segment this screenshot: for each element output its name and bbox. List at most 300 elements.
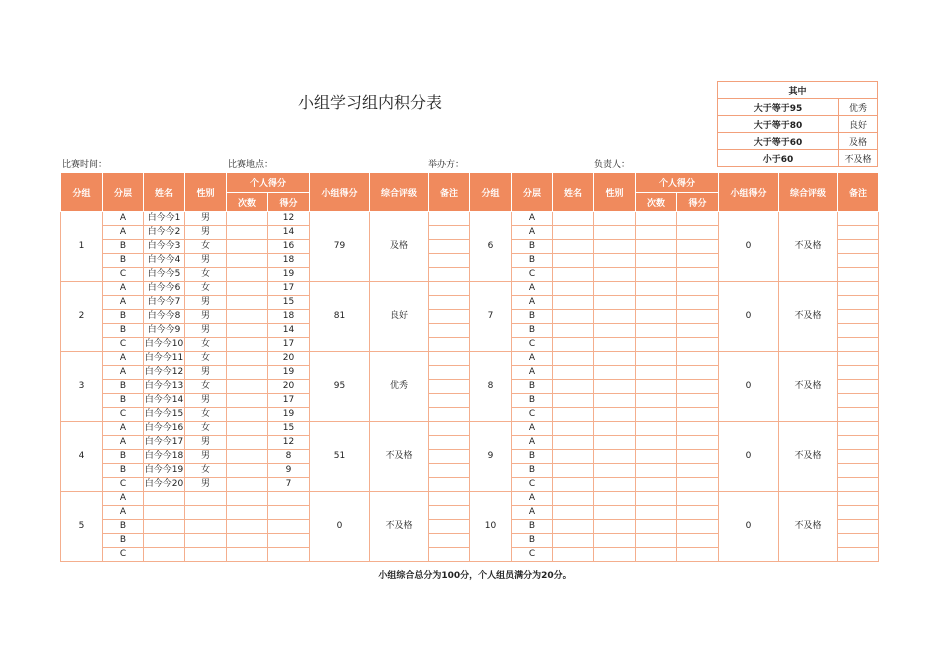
member-layer: A [103, 506, 144, 520]
member-layer: C [103, 268, 144, 282]
member-count [636, 240, 677, 254]
group-score: 79 [310, 212, 370, 282]
member-count [636, 282, 677, 296]
member-note [429, 352, 470, 366]
member-layer: A [512, 212, 553, 226]
member-note [838, 478, 879, 492]
member-name [553, 212, 594, 226]
member-count [636, 464, 677, 478]
member-note [838, 436, 879, 450]
member-gender: 女 [185, 408, 227, 422]
member-gender [185, 506, 227, 520]
member-name: 白今今4 [144, 254, 185, 268]
col-count: 次数 [636, 193, 677, 212]
member-note [838, 464, 879, 478]
member-layer: C [512, 478, 553, 492]
member-note [429, 534, 470, 548]
member-layer: A [103, 492, 144, 506]
group-rating: 良好 [370, 282, 429, 352]
member-score [677, 212, 719, 226]
group-score: 0 [719, 212, 779, 282]
col-count: 次数 [227, 193, 268, 212]
member-score [677, 380, 719, 394]
member-score [677, 464, 719, 478]
group-score: 81 [310, 282, 370, 352]
member-score [677, 282, 719, 296]
member-note [838, 212, 879, 226]
member-name [553, 380, 594, 394]
member-note [429, 436, 470, 450]
member-name: 白今今18 [144, 450, 185, 464]
member-gender [594, 338, 636, 352]
member-layer: B [512, 450, 553, 464]
member-gender: 男 [185, 254, 227, 268]
member-gender: 男 [185, 450, 227, 464]
member-name [553, 506, 594, 520]
member-layer: B [512, 534, 553, 548]
member-score [268, 548, 310, 562]
member-note [838, 394, 879, 408]
member-count [636, 324, 677, 338]
member-score [677, 422, 719, 436]
info-time: 比赛时间： [62, 160, 108, 170]
member-score: 12 [268, 436, 310, 450]
group-rating: 不及格 [779, 282, 838, 352]
member-score [677, 338, 719, 352]
member-gender [594, 282, 636, 296]
member-score: 14 [268, 226, 310, 240]
member-score [677, 534, 719, 548]
member-layer: B [512, 394, 553, 408]
member-gender [594, 324, 636, 338]
group-score: 51 [310, 422, 370, 492]
member-layer: B [103, 240, 144, 254]
group-rating: 不及格 [779, 212, 838, 282]
member-count [227, 226, 268, 240]
member-gender [594, 380, 636, 394]
member-count [227, 240, 268, 254]
member-gender [594, 352, 636, 366]
col-gender: 性别 [594, 173, 636, 212]
member-count [227, 268, 268, 282]
member-note [429, 478, 470, 492]
legend-grade: 优秀 [839, 99, 878, 116]
member-count [227, 492, 268, 506]
member-name [553, 366, 594, 380]
col-score: 得分 [268, 193, 310, 212]
legend-cond: 大于等于95 [718, 99, 839, 116]
member-score [677, 492, 719, 506]
member-count [227, 296, 268, 310]
col-note: 备注 [838, 173, 879, 212]
group-number: 4 [61, 422, 103, 492]
member-name: 白今今10 [144, 338, 185, 352]
member-layer: B [103, 254, 144, 268]
member-score [677, 296, 719, 310]
table-row [61, 212, 879, 226]
member-score: 19 [268, 408, 310, 422]
member-gender: 男 [185, 366, 227, 380]
member-name [553, 282, 594, 296]
member-name: 白今今2 [144, 226, 185, 240]
member-name [553, 352, 594, 366]
member-gender: 女 [185, 422, 227, 436]
member-score: 18 [268, 254, 310, 268]
member-gender: 女 [185, 282, 227, 296]
member-layer: B [512, 520, 553, 534]
member-score [677, 324, 719, 338]
member-score [268, 492, 310, 506]
member-note [429, 366, 470, 380]
member-count [636, 492, 677, 506]
member-note [429, 408, 470, 422]
member-score [677, 394, 719, 408]
member-note [838, 226, 879, 240]
member-name [553, 310, 594, 324]
member-name: 白今今13 [144, 380, 185, 394]
member-score: 20 [268, 380, 310, 394]
member-note [838, 548, 879, 562]
member-layer: B [512, 310, 553, 324]
col-personal: 个人得分 [636, 173, 719, 193]
member-count [227, 548, 268, 562]
col-score: 得分 [677, 193, 719, 212]
member-layer: B [512, 254, 553, 268]
member-note [838, 422, 879, 436]
member-layer: A [103, 436, 144, 450]
member-name: 白今今7 [144, 296, 185, 310]
member-note [429, 520, 470, 534]
member-name [553, 268, 594, 282]
member-gender [594, 422, 636, 436]
member-name [144, 548, 185, 562]
member-score: 16 [268, 240, 310, 254]
info-owner: 负责人： [594, 160, 631, 170]
member-layer: B [103, 520, 144, 534]
group-rating: 不及格 [779, 422, 838, 492]
member-gender [594, 492, 636, 506]
col-gender: 性别 [185, 173, 227, 212]
member-count [636, 548, 677, 562]
member-name: 白今今8 [144, 310, 185, 324]
member-layer: B [103, 394, 144, 408]
member-score [677, 506, 719, 520]
member-note [838, 296, 879, 310]
member-count [636, 436, 677, 450]
member-score [677, 478, 719, 492]
member-layer: B [512, 240, 553, 254]
member-count [227, 366, 268, 380]
col-group-score: 小组得分 [310, 173, 370, 212]
group-number: 10 [470, 492, 512, 562]
member-score: 9 [268, 464, 310, 478]
member-name: 白今今19 [144, 464, 185, 478]
member-layer: C [103, 548, 144, 562]
col-rating: 综合评级 [779, 173, 838, 212]
member-name: 白今今16 [144, 422, 185, 436]
member-note [838, 408, 879, 422]
member-note [429, 296, 470, 310]
member-count [227, 436, 268, 450]
member-layer: A [512, 226, 553, 240]
member-gender [594, 464, 636, 478]
member-name: 白今今20 [144, 478, 185, 492]
member-layer: C [512, 338, 553, 352]
member-count [227, 212, 268, 226]
member-gender [594, 268, 636, 282]
col-layer: 分层 [103, 173, 144, 212]
member-gender [594, 226, 636, 240]
member-name: 白今今12 [144, 366, 185, 380]
member-layer: B [103, 534, 144, 548]
member-layer: A [512, 282, 553, 296]
member-note [429, 394, 470, 408]
member-name: 白今今15 [144, 408, 185, 422]
member-note [838, 352, 879, 366]
member-gender [185, 492, 227, 506]
member-count [636, 338, 677, 352]
member-name [144, 520, 185, 534]
col-layer: 分层 [512, 173, 553, 212]
member-count [636, 268, 677, 282]
member-gender [594, 520, 636, 534]
member-name [553, 436, 594, 450]
group-score: 0 [719, 282, 779, 352]
member-note [838, 534, 879, 548]
member-score: 7 [268, 478, 310, 492]
member-layer: A [512, 492, 553, 506]
member-count [636, 422, 677, 436]
group-number: 7 [470, 282, 512, 352]
member-score [677, 366, 719, 380]
member-layer: A [103, 366, 144, 380]
member-score [677, 240, 719, 254]
col-note: 备注 [429, 173, 470, 212]
member-name: 白今今6 [144, 282, 185, 296]
member-count [227, 422, 268, 436]
member-name [553, 548, 594, 562]
member-name: 白今今17 [144, 436, 185, 450]
info-place: 比赛地点： [228, 160, 274, 170]
member-name [553, 296, 594, 310]
member-count [227, 310, 268, 324]
member-count [636, 352, 677, 366]
group-number: 1 [61, 212, 103, 282]
member-name: 白今今11 [144, 352, 185, 366]
group-number: 5 [61, 492, 103, 562]
member-count [227, 534, 268, 548]
member-gender: 女 [185, 268, 227, 282]
legend-grade: 良好 [839, 116, 878, 133]
group-score: 95 [310, 352, 370, 422]
member-note [429, 450, 470, 464]
member-gender [594, 310, 636, 324]
member-gender: 男 [185, 226, 227, 240]
member-note [838, 366, 879, 380]
member-name: 白今今14 [144, 394, 185, 408]
member-count [227, 282, 268, 296]
member-gender [594, 366, 636, 380]
member-note [838, 324, 879, 338]
member-name: 白今今1 [144, 212, 185, 226]
member-note [838, 506, 879, 520]
member-layer: A [103, 212, 144, 226]
group-score: 0 [310, 492, 370, 562]
member-name: 白今今3 [144, 240, 185, 254]
member-layer: B [103, 310, 144, 324]
member-count [636, 450, 677, 464]
member-note [429, 282, 470, 296]
member-gender: 男 [185, 436, 227, 450]
member-note [838, 380, 879, 394]
table-body [61, 212, 879, 562]
member-gender: 女 [185, 464, 227, 478]
member-name [553, 492, 594, 506]
member-gender [594, 240, 636, 254]
member-count [636, 366, 677, 380]
group-rating: 不及格 [370, 422, 429, 492]
member-count [227, 506, 268, 520]
member-note [838, 310, 879, 324]
member-note [838, 240, 879, 254]
group-number: 6 [470, 212, 512, 282]
member-layer: A [512, 422, 553, 436]
member-count [227, 408, 268, 422]
col-group: 分组 [470, 173, 512, 212]
member-name [553, 422, 594, 436]
member-layer: A [512, 352, 553, 366]
member-score: 20 [268, 352, 310, 366]
member-layer: C [512, 548, 553, 562]
legend-header: 其中 [718, 82, 878, 99]
legend-cond: 大于等于60 [718, 133, 839, 150]
member-note [429, 422, 470, 436]
col-group-score: 小组得分 [719, 173, 779, 212]
member-score: 14 [268, 324, 310, 338]
member-name [144, 492, 185, 506]
member-count [636, 310, 677, 324]
member-count [636, 506, 677, 520]
member-score [677, 548, 719, 562]
member-score: 15 [268, 296, 310, 310]
member-count [636, 380, 677, 394]
group-score: 0 [719, 352, 779, 422]
member-count [636, 520, 677, 534]
member-note [838, 254, 879, 268]
member-score: 17 [268, 338, 310, 352]
member-note [838, 268, 879, 282]
member-gender [594, 436, 636, 450]
member-count [227, 324, 268, 338]
member-note [838, 520, 879, 534]
member-gender [594, 212, 636, 226]
member-gender: 男 [185, 296, 227, 310]
member-score [677, 408, 719, 422]
member-count [636, 254, 677, 268]
col-name: 姓名 [553, 173, 594, 212]
member-gender [594, 506, 636, 520]
member-gender: 女 [185, 240, 227, 254]
table-row [61, 492, 879, 506]
group-score: 0 [719, 492, 779, 562]
member-gender [185, 534, 227, 548]
member-gender: 女 [185, 338, 227, 352]
member-layer: B [103, 464, 144, 478]
member-note [838, 338, 879, 352]
group-rating: 优秀 [370, 352, 429, 422]
member-count [227, 464, 268, 478]
member-score [677, 436, 719, 450]
member-layer: A [103, 422, 144, 436]
member-layer: C [103, 338, 144, 352]
member-layer: A [512, 296, 553, 310]
member-name [553, 534, 594, 548]
col-name: 姓名 [144, 173, 185, 212]
member-note [429, 464, 470, 478]
member-layer: B [103, 450, 144, 464]
member-note [838, 282, 879, 296]
member-layer: C [103, 478, 144, 492]
group-score: 0 [719, 422, 779, 492]
member-name [553, 324, 594, 338]
member-name [144, 506, 185, 520]
member-layer: A [103, 282, 144, 296]
member-score [677, 352, 719, 366]
table-row [61, 422, 879, 436]
legend-cond: 小于60 [718, 150, 839, 167]
member-gender [594, 450, 636, 464]
score-table [60, 172, 879, 562]
member-score: 8 [268, 450, 310, 464]
member-name [553, 464, 594, 478]
member-gender [185, 520, 227, 534]
member-score [677, 268, 719, 282]
member-gender: 男 [185, 324, 227, 338]
member-name [553, 240, 594, 254]
member-score: 12 [268, 212, 310, 226]
member-note [429, 226, 470, 240]
footnote: 小组综合总分为100分，个人组员满分为20分。 [378, 571, 572, 581]
member-note [429, 212, 470, 226]
member-gender [594, 296, 636, 310]
member-name: 白今今9 [144, 324, 185, 338]
member-count [227, 450, 268, 464]
member-count [636, 534, 677, 548]
group-rating: 及格 [370, 212, 429, 282]
member-score [677, 226, 719, 240]
member-score: 18 [268, 310, 310, 324]
member-note [429, 310, 470, 324]
page-title: 小组学习组内积分表 [297, 93, 442, 112]
legend-grade: 及格 [839, 133, 878, 150]
group-rating: 不及格 [779, 492, 838, 562]
member-count [636, 296, 677, 310]
grade-legend [717, 81, 878, 167]
group-number: 2 [61, 282, 103, 352]
member-name [553, 478, 594, 492]
group-rating: 不及格 [779, 352, 838, 422]
member-note [429, 254, 470, 268]
group-rating: 不及格 [370, 492, 429, 562]
member-count [636, 226, 677, 240]
member-score [677, 254, 719, 268]
member-gender: 男 [185, 478, 227, 492]
info-host: 举办方： [428, 160, 465, 170]
member-gender: 男 [185, 310, 227, 324]
member-note [838, 492, 879, 506]
member-gender [594, 394, 636, 408]
member-score: 17 [268, 282, 310, 296]
